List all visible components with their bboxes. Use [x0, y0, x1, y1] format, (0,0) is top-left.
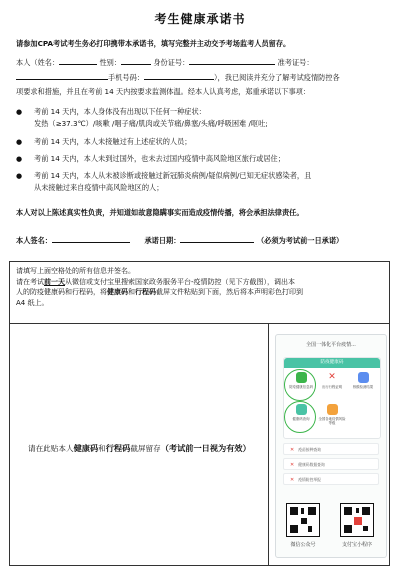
app-banner: 防疫健康码 — [284, 358, 380, 368]
paste-area[interactable] — [10, 324, 269, 565]
alipay-caption: 支付宝小程序 — [341, 542, 372, 548]
wechat-caption: 微信公众号 — [290, 542, 316, 548]
highlight-circle — [284, 369, 316, 401]
wechat-qr-code — [286, 503, 320, 537]
app-tile: 防疫健康信息码 — [286, 372, 316, 389]
app-list-item: ✕ 健康码数据查询 — [283, 458, 379, 470]
bullet-icon: ● — [16, 155, 23, 163]
declaration-line-3: 项要求和措施，并且在考前 14 天内按要求监测体温。经本人认真考虑，郑重承诺以下事项： — [16, 87, 311, 96]
gender-blank[interactable] — [121, 56, 151, 65]
bullet-icon: ● — [16, 172, 23, 180]
test-result-icon — [358, 372, 369, 383]
app-header: 全国一体化平台疫情... — [306, 342, 356, 348]
paste-instruction: 请在此贴本人健康码和行程码截屏留存（考试前一日视为有效） — [28, 443, 251, 453]
app-list-item: ✕ 疫苗接种查询 — [283, 443, 379, 455]
app-screenshot — [275, 334, 387, 558]
close-icon: ✕ — [290, 447, 295, 453]
declaration-line-1: 本人（姓名： 性别： 身份证号： 准考证号： — [16, 58, 314, 67]
phone-blank[interactable] — [144, 71, 214, 80]
commitment-item-4: 考前 14 天内，本人从未被诊断或接触过新冠肺炎病例/疑似病例/已知无症状感染者，且 从未接触过来自疫情中高风险地区的人； — [34, 171, 312, 192]
bullet-icon: ● — [16, 138, 23, 146]
app-tile: 全国各地疫情风险等级 — [317, 404, 347, 425]
highlight-circle — [284, 401, 316, 433]
app-tile: ✕ 出行行程证明 — [321, 372, 343, 389]
signature-line: 本人签名： 承诺日期： （必须为考试前一日承诺） — [16, 236, 344, 245]
date-blank[interactable] — [180, 234, 254, 243]
close-icon: ✕ — [290, 462, 295, 468]
commitment-item-2: 考前 14 天内，本人未接触过有上述症状的人员； — [34, 137, 192, 146]
page-title: 考生健康承诺书 — [154, 12, 246, 26]
commitment-item-3: 考前 14 天内，本人未到过国外，也未去过国内疫情中高风险地区旅行或居住； — [34, 154, 285, 163]
close-icon: ✕ — [290, 477, 295, 483]
liability-statement: 本人对以上陈述真实性负责，并知道如故意隐瞒事实而造成疫情传播，将会承担法律责任。 — [16, 208, 304, 217]
app-tile: 核酸检测结果 — [348, 372, 378, 389]
intro-text: 请参加CPA考试考生务必打印携带本承诺书，填写完整并主动交予考场监考人员留存。 — [16, 39, 291, 48]
app-list-item: ✕ 疫情防控举报 — [283, 473, 379, 485]
box-instructions: 请填写上面空格处的所有信息并签名。 请在考试前一天从微信或支付宝里搜索国家政务服务平台-疫情防控（见下方截图），调出本 人的防疫健康码和行程码，将健康码和行程码截屏文件粘贴到下面，然后将本声明彩色打印到 A4 纸上。 — [10, 262, 389, 324]
risk-level-icon — [327, 404, 338, 415]
signature-blank[interactable] — [52, 234, 130, 243]
bullet-icon: ● — [16, 108, 23, 116]
ticket-number-blank[interactable] — [16, 71, 108, 80]
alipay-qr-code — [340, 503, 374, 537]
health-code-box — [9, 261, 390, 566]
close-icon: ✕ — [328, 372, 336, 382]
app-tile: 健康码查询 — [286, 404, 316, 421]
id-number-blank[interactable] — [189, 56, 275, 65]
name-blank[interactable] — [59, 56, 97, 65]
commitment-item-1: 考前 14 天内，本人身体没有出现以下任何一种症状： 发热（≥37.3℃）/咳嗽 /咽子痛/肌肉或关节痛/鼻塞/头痛/呼吸困难 /呕吐; — [34, 107, 268, 128]
app-service-card — [283, 357, 381, 439]
declaration-line-2: 手机号码： ），我已阅读并充分了解考试疫情防控各 — [16, 71, 386, 85]
